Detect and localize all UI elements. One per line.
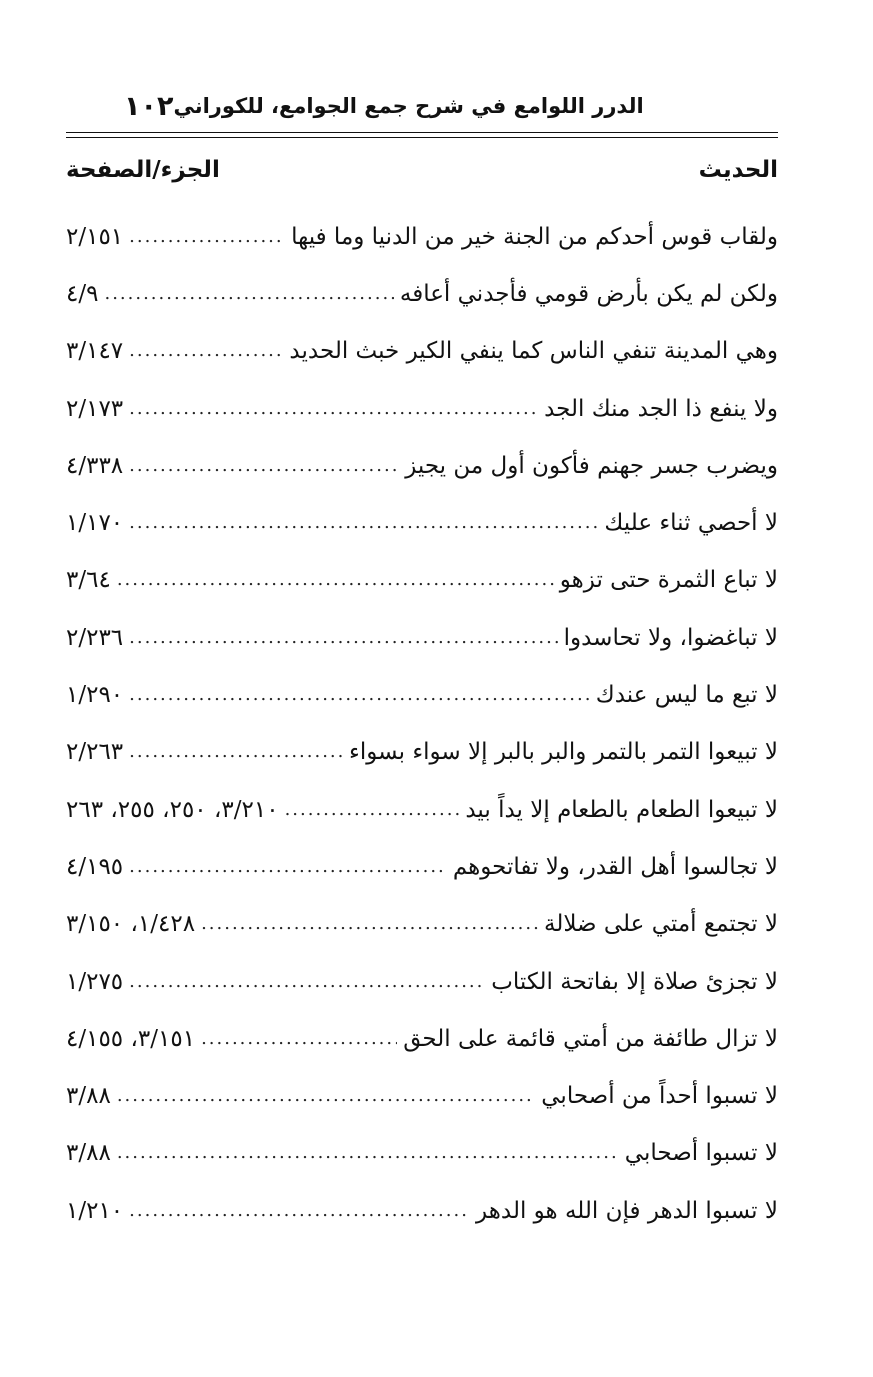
index-entry: [66, 724, 778, 781]
hadith-text: وهي المدينة تنفي الناس كما ينفي الكير خبث الحديد: [289, 338, 778, 365]
hadith-text: لا تسبوا أحداً من أصحابي: [541, 1083, 778, 1110]
dot-leader: [129, 514, 598, 532]
hadith-column-heading: الحديث: [698, 157, 778, 183]
dot-leader: [117, 571, 554, 589]
volume-page-ref: ٣/٨٨: [66, 1083, 111, 1110]
index-entry: [66, 609, 778, 666]
hadith-text: لا تبع ما ليس عندك: [595, 682, 778, 709]
volume-page-ref: ٢/٢٣٦: [66, 624, 124, 651]
index-entry: [66, 1010, 778, 1067]
volume-page-ref: ١/٢١٠: [66, 1197, 124, 1224]
volume-page-ref: ٣/١٤٧: [66, 338, 124, 365]
dot-leader: [129, 342, 283, 360]
dot-leader: [129, 1202, 470, 1220]
hadith-text: ولكن لم يكن بأرض قومي فأجدني أعافه: [399, 280, 778, 307]
dot-leader: [285, 801, 460, 819]
hadith-text: لا تباع الثمرة حتى تزهو: [559, 567, 778, 594]
dot-leader: [117, 1144, 619, 1162]
page-number: ١٠٢: [124, 90, 174, 122]
index-entry: [66, 323, 778, 380]
running-header: [66, 84, 776, 128]
index-entry: [66, 552, 778, 609]
dot-leader: [129, 973, 485, 991]
hadith-text: لا تسبوا أصحابي: [624, 1140, 778, 1167]
hadith-text: ولا ينفع ذا الجد منك الجد: [544, 395, 778, 422]
index-entry: [66, 666, 778, 723]
volume-page-column-heading: الجزء/الصفحة: [66, 157, 220, 183]
hadith-text: ويضرب جسر جهنم فأكون أول من يجيز: [405, 452, 778, 479]
index-entry: [66, 896, 778, 953]
volume-page-ref: ٣/٦٤: [66, 567, 111, 594]
dot-leader: [129, 400, 538, 418]
dot-leader: [201, 1030, 397, 1048]
volume-page-ref: ١/٢٩٠: [66, 682, 124, 709]
dot-leader: [104, 285, 393, 303]
dot-leader: [201, 915, 538, 933]
volume-page-ref: ١/٤٢٨، ٣/١٥٠: [66, 911, 196, 938]
hadith-text: ولقاب قوس أحدكم من الجنة خير من الدنيا وما فيها: [291, 223, 778, 250]
index-entry: [66, 1067, 778, 1124]
header-rule-bottom: [66, 137, 778, 138]
index-entry: [66, 380, 778, 437]
running-title: الدرر اللوامع في شرح جمع الجوامع، للكوراني: [173, 94, 644, 118]
index-entry: [66, 1125, 778, 1182]
hadith-text: لا تسبوا الدهر فإن الله هو الدهر: [476, 1197, 778, 1224]
volume-page-ref: ٣/١٥١، ٤/١٥٥: [66, 1025, 196, 1052]
volume-page-ref: ١/١٧٠: [66, 510, 124, 537]
header-rule-top: [66, 132, 778, 133]
volume-page-ref: ١/٢٧٥: [66, 968, 124, 995]
index-entry: [66, 494, 778, 551]
hadith-text: لا تبيعوا التمر بالتمر والبر بالبر إلا سواء بسواء: [349, 739, 778, 766]
hadith-text: لا تجزئ صلاة إلا بفاتحة الكتاب: [491, 968, 778, 995]
dot-leader: [129, 228, 285, 246]
volume-page-ref: ٤/١٩٥: [66, 853, 124, 880]
index-entry: [66, 437, 778, 494]
index-entry: [66, 265, 778, 322]
dot-leader: [129, 629, 557, 647]
dot-leader: [129, 743, 343, 761]
index-entry: [66, 1182, 778, 1239]
volume-page-ref: ٢/١٥١: [66, 223, 124, 250]
index-entry: [66, 208, 778, 265]
volume-page-ref: ٤/٩: [66, 280, 99, 307]
volume-page-ref: ٢/١٧٣: [66, 395, 124, 422]
hadith-index-list: [66, 208, 778, 1239]
dot-leader: [129, 686, 590, 704]
hadith-text: لا تبيعوا الطعام بالطعام إلا يداً بيد: [465, 796, 778, 823]
index-entry: [66, 781, 778, 838]
hadith-text: لا تباغضوا، ولا تحاسدوا: [563, 624, 778, 651]
hadith-text: لا تجتمع أمتي على ضلالة: [543, 911, 778, 938]
dot-leader: [129, 457, 399, 475]
dot-leader: [129, 858, 447, 876]
index-entry: [66, 953, 778, 1010]
hadith-text: لا أحصي ثناء عليك: [604, 510, 778, 537]
volume-page-ref: ٢/٢٦٣: [66, 739, 124, 766]
volume-page-ref: ٤/٣٣٨: [66, 452, 124, 479]
volume-page-ref: ٣/٢١٠، ٢٥٠، ٢٥٥، ٢٦٣: [66, 796, 279, 823]
volume-page-ref: ٣/٨٨: [66, 1140, 111, 1167]
hadith-text: لا تجالسوا أهل القدر، ولا تفاتحوهم: [452, 853, 778, 880]
column-headings: [66, 148, 778, 192]
dot-leader: [117, 1087, 535, 1105]
hadith-text: لا تزال طائفة من أمتي قائمة على الحق: [403, 1025, 778, 1052]
index-entry: [66, 838, 778, 895]
